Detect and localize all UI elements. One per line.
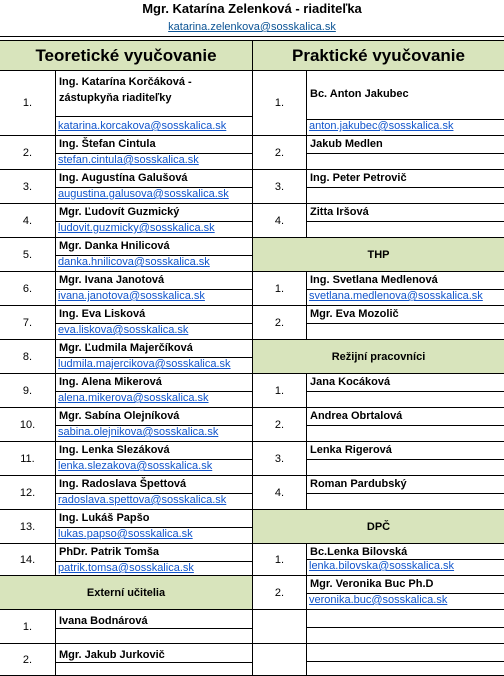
row-number: 13. (0, 510, 56, 544)
staff-name: Ing. Peter Petrovič (310, 172, 407, 184)
cell-divider (56, 662, 253, 663)
staff-heading: Režijní pracovníci (253, 340, 504, 374)
staff-name: Jana Kocáková (310, 376, 391, 388)
staff-name: Bc.Lenka Bilovská (310, 546, 408, 558)
cell-divider (307, 391, 504, 392)
theory-heading: Teoretické vyučovanie (0, 40, 253, 71)
teacher-email-link[interactable]: eva.liskova@sosskalica.sk (58, 324, 189, 336)
staff-name: Mgr. Eva Mozolič (310, 308, 399, 320)
row-number: 7. (0, 306, 56, 340)
teacher-name: Mgr. Ľudmila Majerčíková (59, 342, 193, 354)
teacher-name: Mgr. Ivana Janotová (59, 274, 165, 286)
staff-name: Bc. Anton Jakubec (310, 88, 409, 100)
teacher-name: Ing. Eva Lisková (59, 308, 146, 320)
teacher-email-link[interactable]: stefan.cintula@sosskalica.sk (58, 154, 199, 166)
cell-divider (307, 459, 504, 460)
staff-name: Zitta Iršová (310, 206, 369, 218)
teacher-name: Ing. Štefan Cintula (59, 138, 156, 150)
row-number: 8. (0, 340, 56, 374)
row-number: 1. (253, 374, 307, 408)
staff-email-link[interactable]: veronika.buc@sosskalica.sk (309, 594, 448, 606)
teacher-email-link[interactable]: ludovit.guzmicky@sosskalica.sk (58, 222, 215, 234)
row-number: 1. (0, 610, 56, 644)
page-title: Mgr. Katarína Zelenková - riaditeľka (142, 1, 362, 16)
cell-divider (307, 661, 504, 662)
cell-divider (307, 221, 504, 222)
staff-name: Lenka Rigerová (310, 444, 392, 456)
teacher-email-link[interactable]: katarina.korcakova@sosskalica.sk (58, 120, 227, 132)
teacher-name: Mgr. Ľudovít Guzmický (59, 206, 180, 218)
teacher-name: Ing. Katarína Korčáková - (59, 76, 192, 88)
teacher-email-link[interactable]: radoslava.spettova@sosskalica.sk (58, 494, 227, 506)
teacher-email-link[interactable]: danka.hnilicova@sosskalica.sk (58, 256, 210, 268)
row-number: 2. (253, 408, 307, 442)
staff-email-link[interactable]: anton.jakubec@sosskalica.sk (309, 120, 454, 132)
header-divider (0, 36, 504, 37)
cell-divider (307, 153, 504, 154)
row-number: 12. (0, 476, 56, 510)
dpc-heading: DPČ (253, 510, 504, 544)
teacher-name: Mgr. Sabína Olejníková (59, 410, 180, 422)
cell-divider (307, 323, 504, 324)
row-number: 5. (0, 238, 56, 272)
empty-cell (307, 644, 504, 676)
row-number: 3. (0, 170, 56, 204)
thp-heading: THP (253, 238, 504, 272)
empty-cell (253, 610, 307, 644)
teacher-email-link[interactable]: ludmila.majercikova@sosskalica.sk (58, 358, 231, 370)
staff-name: Mgr. Veronika Buc Ph.D (310, 578, 434, 590)
row-number: 1. (0, 71, 56, 136)
empty-cell (253, 644, 307, 676)
row-number: 11. (0, 442, 56, 476)
row-number: 4. (0, 204, 56, 238)
teacher-name: Ing. Lukáš Papšo (59, 512, 150, 524)
row-number: 3. (253, 442, 307, 476)
staff-name: Roman Pardubský (310, 478, 407, 490)
teacher-email-link[interactable]: sabina.olejnikova@sosskalica.sk (58, 426, 219, 438)
staff-email-link[interactable]: svetlana.medlenova@sosskalica.sk (309, 290, 483, 302)
row-number: 1. (253, 71, 307, 136)
teacher-name: Ing. Radoslava Špettová (59, 478, 187, 490)
row-number: 14. (0, 544, 56, 576)
row-number: 2. (0, 136, 56, 170)
row-number: 2. (253, 576, 307, 610)
practice-heading: Praktické vyučovanie (253, 40, 504, 71)
teacher-email-link[interactable]: alena.mikerova@sosskalica.sk (58, 392, 209, 404)
row-number: 4. (253, 476, 307, 510)
row-number: 3. (253, 170, 307, 204)
row-number: 4. (253, 204, 307, 238)
row-number: 2. (0, 644, 56, 676)
teacher-name: Ing. Alena Mikerová (59, 376, 162, 388)
staff-name: Andrea Obrtalová (310, 410, 403, 422)
row-number: 6. (0, 272, 56, 306)
teacher-email-link[interactable]: lenka.slezakova@sosskalica.sk (58, 460, 213, 472)
teacher-email-link[interactable]: ivana.janotova@sosskalica.sk (58, 290, 205, 302)
row-number: 1. (253, 544, 307, 576)
teacher-email-link[interactable]: patrik.tomsa@sosskalica.sk (58, 562, 194, 574)
cell-divider (307, 493, 504, 494)
teacher-name: Ivana Bodnárová (59, 615, 148, 627)
row-number: 2. (253, 306, 307, 340)
cell-divider (307, 627, 504, 628)
teacher-name: Mgr. Danka Hnilicová (59, 240, 170, 252)
row-number: 2. (253, 136, 307, 170)
cell-divider (56, 628, 253, 629)
staff-name: Jakub Medlen (310, 138, 383, 150)
row-number: 9. (0, 374, 56, 408)
row-number: 1. (253, 272, 307, 306)
teacher-name: Ing. Augustína Galušová (59, 172, 188, 184)
teacher-role: zástupkyňa riaditeľky (59, 92, 172, 104)
cell-divider (307, 187, 504, 188)
teacher-email-link[interactable]: augustina.galusova@sosskalica.sk (58, 188, 229, 200)
external-heading: Externí učitelia (0, 576, 253, 610)
staff-email-link[interactable]: lenka.bilovska@sosskalica.sk (309, 560, 455, 572)
director-email-link[interactable]: katarina.zelenkova@sosskalica.sk (168, 21, 336, 33)
teacher-name: Ing. Lenka Slezáková (59, 444, 170, 456)
staff-name: Ing. Svetlana Medlenová (310, 274, 438, 286)
teacher-email-link[interactable]: lukas.papso@sosskalica.sk (58, 528, 193, 540)
row-number: 10. (0, 408, 56, 442)
cell-divider (56, 116, 253, 117)
teacher-name: PhDr. Patrik Tomša (59, 546, 160, 558)
cell-divider (307, 425, 504, 426)
teacher-name: Mgr. Jakub Jurkovič (59, 649, 165, 661)
